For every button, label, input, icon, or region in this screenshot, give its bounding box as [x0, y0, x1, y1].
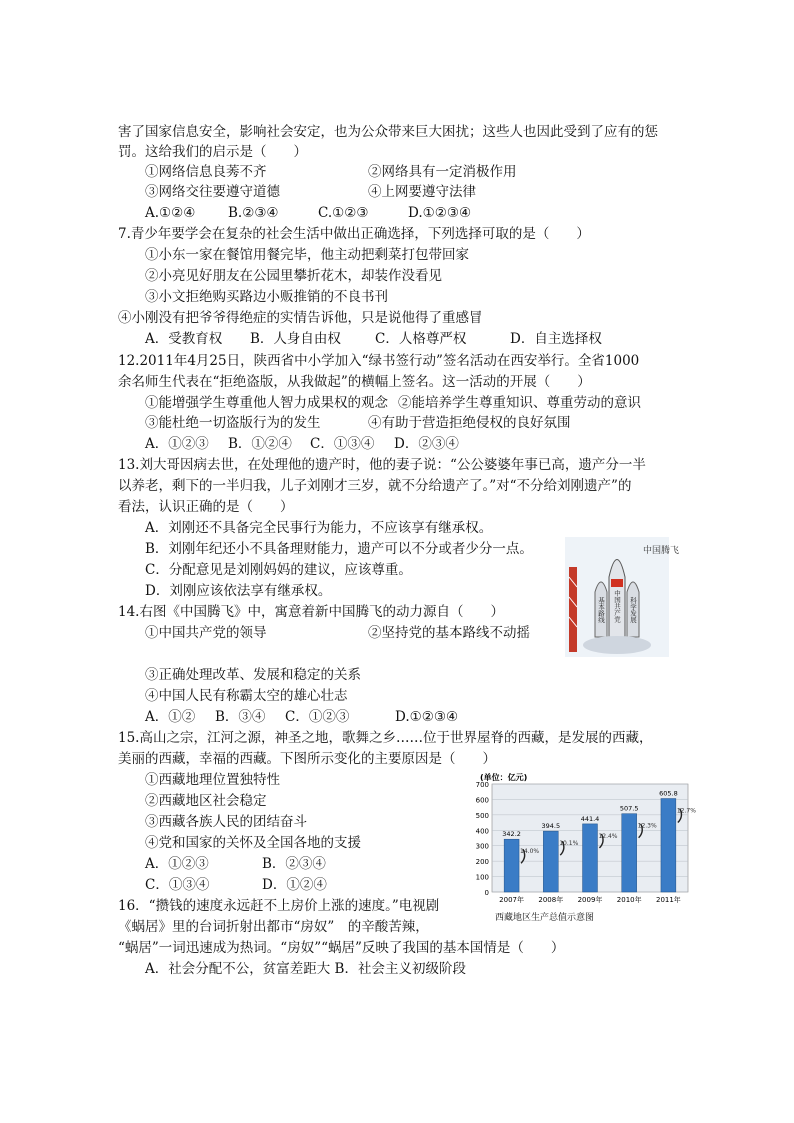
rocket-left-label: 基本路线	[597, 597, 605, 623]
q12-choice-b: B．①②④	[228, 436, 292, 452]
q12-option-3: ③能杜绝一切盗版行为的发生	[145, 415, 321, 431]
q-cont-option-3: ③网络交往要遵守道德	[145, 184, 280, 200]
q-cont-line2: 罚。这给我们的启示是（ ）	[118, 144, 307, 160]
q-cont-option-4: ④上网要遵守法律	[368, 184, 476, 200]
q15-option-1: ①西藏地理位置独特性	[145, 772, 280, 788]
x-tick-label: 2008年	[538, 896, 564, 904]
q13-line2: 以养老，剩下的一半归我，儿子刘刚才三岁，就不分给遗产了。”对“不分给刘刚遗产”的	[118, 478, 632, 494]
china-soaring-figure	[565, 537, 680, 657]
y-tick-label: 100	[475, 873, 489, 882]
bar-value-label: 507.5	[619, 804, 639, 813]
q15-choice-d: D．①②④	[262, 877, 327, 893]
q14-choice-b: B．③④	[215, 709, 266, 725]
bar-value-label: 441.4	[580, 814, 600, 823]
q15-option-4: ④党和国家的关怀及全国各地的支援	[145, 835, 361, 851]
bar	[504, 839, 519, 892]
q7-choice-d: D．自主选择权	[510, 331, 602, 347]
y-tick-label: 400	[475, 827, 489, 836]
bar-value-label: 342.2	[502, 830, 521, 839]
growth-label: 12.3%	[637, 822, 657, 830]
q14-choice-d: D.①②③④	[395, 709, 459, 725]
q15-option-3: ③西藏各族人民的团结奋斗	[145, 814, 307, 830]
x-tick-label: 2010年	[616, 896, 642, 904]
q7-choice-a: A．受教育权	[145, 331, 223, 347]
q12-option-4: ④有助于营造拒绝侵权的良好氛围	[368, 415, 571, 431]
q7-option-3: ③小文拒绝购买路边小贩推销的不良书刊	[145, 289, 388, 305]
q15-choice-b: B．②③④	[262, 856, 326, 872]
q14-option-4: ④中国人民有称霸太空的雄心壮志	[145, 688, 348, 704]
q14-stem: 14.右图《中国腾飞》中，寓意着新中国腾飞的动力源自（ ）	[118, 604, 504, 620]
y-tick-label: 0	[484, 889, 489, 897]
rocket-illustration	[565, 537, 680, 657]
bar	[583, 824, 598, 892]
q15-line2: 美丽的西藏，幸福的西藏。下图所示变化的主要原因是（ ）	[118, 751, 496, 767]
q-cont-choice-d: D.①②③④	[408, 205, 472, 221]
q12-line2: 余名师生代表在“拒绝盗版，从我做起”的横幅上签名。这一活动的开展（ ）	[118, 374, 591, 390]
smoke-cloud	[583, 636, 651, 654]
q15-choice-a: A．①②③	[145, 856, 209, 872]
q14-option-2: ②坚持党的基本路线不动摇	[368, 625, 530, 641]
q14-option-3: ③正确处理改革、发展和稳定的关系	[145, 667, 361, 683]
y-tick-label: 700	[475, 781, 489, 789]
growth-label: 10.1%	[559, 840, 579, 848]
chart-unit-label: (单位：亿元)	[480, 773, 528, 782]
q14-option-1: ①中国共产党的领导	[145, 625, 267, 641]
y-tick-label: 500	[475, 811, 489, 820]
growth-label: 12.7%	[676, 807, 696, 815]
q12-choice-a: A．①②③	[145, 436, 209, 452]
q12-option-2: ②能培养学生尊重知识、尊重劳动的意识	[398, 395, 641, 411]
q13-choice-a: A．刘刚还不具备完全民事行为能力，不应该享有继承权。	[145, 520, 493, 536]
q7-option-1: ①小东一家在餐馆用餐完毕，他主动把剩菜打包带回家	[145, 247, 469, 263]
chart-svg	[462, 770, 696, 910]
q16-line3: “蜗居”一词迅速成为热词。“房奴”“蜗居”反映了我国的基本国情是（ ）	[118, 940, 565, 956]
q14-choice-c: C．①②③	[285, 709, 350, 725]
q-cont-choice-c: C.①②③	[318, 205, 369, 221]
q13-line3: 看法，认识正确的是（ ）	[118, 499, 294, 515]
q-cont-choice-a: A.①②④	[145, 205, 196, 221]
q-cont-choice-b: B.②③④	[228, 205, 279, 221]
figure-title-text: 中国腾飞	[643, 546, 680, 556]
q13-choice-d: D．刘刚应该依法享有继承权。	[145, 583, 332, 599]
tibet-gdp-chart	[462, 770, 696, 928]
growth-label: 14.0%	[520, 848, 540, 856]
y-tick-label: 300	[475, 842, 489, 851]
q12-choice-c: C．①③④	[310, 436, 375, 452]
bar-value-label: 394.5	[541, 822, 561, 831]
q7-option-2: ②小亮见好朋友在公园里攀折花木，却装作没看见	[145, 268, 442, 284]
q16-line1: 16．“攒钱的速度永远赶不上房价上涨的速度。”电视剧	[118, 898, 440, 914]
bar	[543, 831, 558, 892]
q7-option-4: ④小刚没有把爷爷得绝症的实情告诉他，只是说他得了重感冒	[118, 310, 483, 326]
flag-icon	[611, 579, 623, 587]
y-tick-label: 200	[475, 858, 489, 867]
q13-choice-b: B．刘刚年纪还小不具备理财能力，遗产可以不分或者少分一点。	[145, 541, 533, 557]
bar	[622, 814, 637, 892]
x-tick-label: 2011年	[655, 896, 681, 904]
q7-choice-b: B．人身自由权	[250, 331, 341, 347]
bar-value-label: 605.8	[659, 789, 678, 798]
q-cont-option-1: ①网络信息良莠不齐	[145, 164, 267, 180]
q16-line4: A．社会分配不公，贫富差距大 B．社会主义初级阶段	[145, 961, 466, 977]
bar	[661, 799, 676, 892]
q16-line2: 《蜗居》里的台词折射出都市“房奴” 的辛酸苦辣，	[118, 919, 429, 935]
x-tick-label: 2009年	[577, 896, 603, 904]
q13-choice-c: C．分配意见是刘刚妈妈的建议，应该尊重。	[145, 562, 412, 578]
q15-line1: 15.高山之宗，江河之源，神圣之地，歌舞之乡……位于世界屋脊的西藏，是发展的西藏，	[118, 730, 653, 746]
q12-option-1: ①能增强学生尊重他人智力成果权的观念	[145, 395, 388, 411]
q-cont-option-2: ②网络具有一定消极作用	[368, 164, 517, 180]
q13-line1: 13.刘大哥因病去世，在处理他的遗产时，他的妻子说：“公公婆婆年事已高，遗产分一半	[118, 457, 646, 473]
x-tick-label: 2007年	[499, 896, 525, 904]
rocket-right-label: 科学发展	[629, 597, 637, 623]
q12-line1: 12.2011年4月25日，陕西省中小学加入“绿书签行动”签名活动在西安举行。全省1000	[118, 353, 640, 369]
q15-choice-c: C．①③④	[145, 877, 210, 893]
q12-choice-d: D．②③④	[394, 436, 459, 452]
q14-choice-a: A．①②	[145, 709, 196, 725]
q7-stem: 7.青少年要学会在复杂的社会生活中做出正确选择，下列选择可取的是（ ）	[118, 226, 590, 242]
y-tick-label: 600	[475, 796, 489, 805]
q15-option-2: ②西藏地区社会稳定	[145, 793, 267, 809]
q7-choice-c: C．人格尊严权	[375, 331, 467, 347]
launch-tower	[569, 567, 577, 652]
growth-label: 12.4%	[598, 832, 618, 840]
rocket-mid-label: 中国共产党	[613, 590, 621, 623]
chart-title: 西藏地区生产总值示意图	[494, 913, 594, 923]
q-cont-line1: 害了国家信息安全，影响社会安定，也为公众带来巨大困扰；这些人也因此受到了应有的惩	[118, 124, 658, 140]
